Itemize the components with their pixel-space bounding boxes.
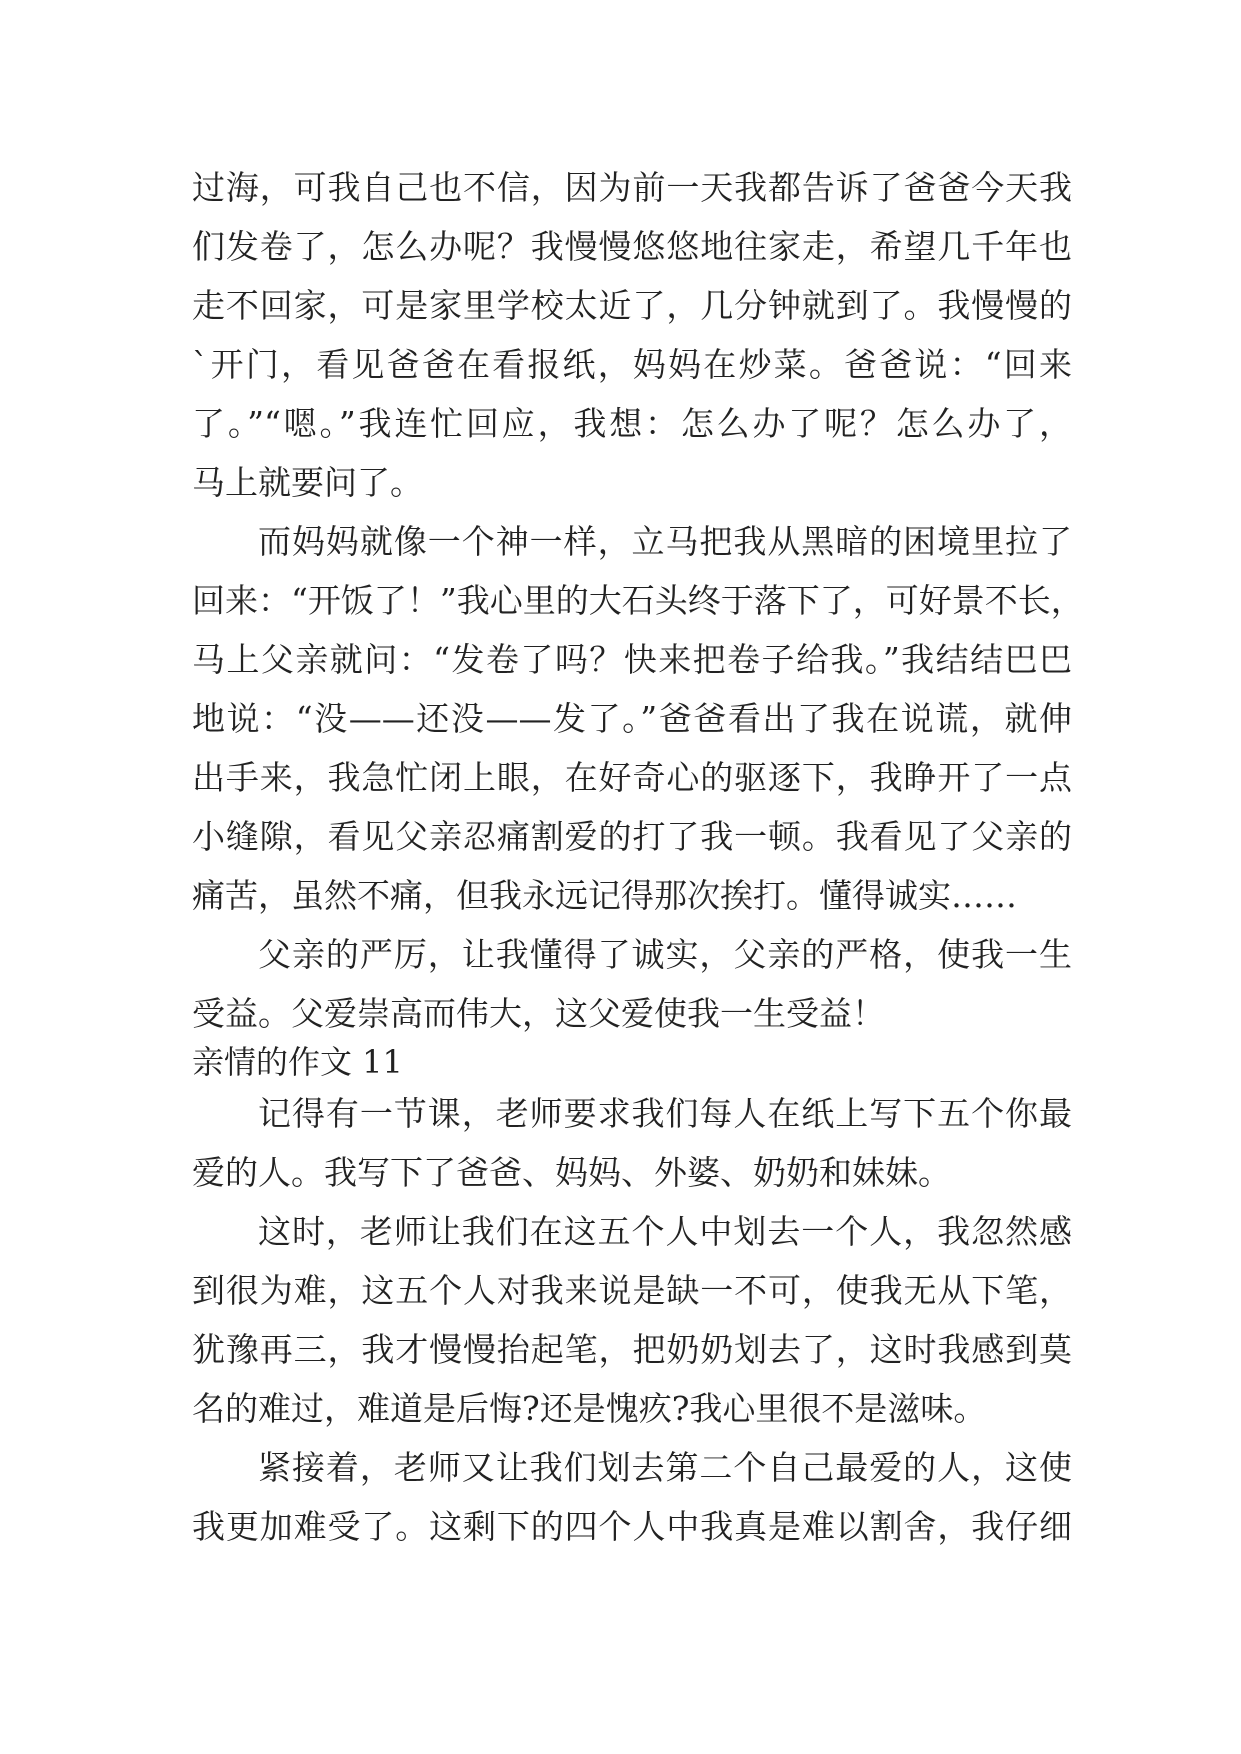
text-line: 地说：“没——还没——发了。”爸爸看出了我在说谎，就伸 <box>192 699 1072 738</box>
text-line: 过海，可我自己也不信，因为前一天我都告诉了爸爸今天我 <box>192 168 1072 207</box>
text-line: 我更加难受了。这剩下的四个人中我真是难以割舍，我仔细 <box>192 1507 1072 1546</box>
text-line: 马上就要问了。 <box>192 463 423 502</box>
text-line: 犹豫再三，我才慢慢抬起笔，把奶奶划去了，这时我感到莫 <box>192 1330 1072 1369</box>
text-line: 回来：“开饭了！”我心里的大石头终于落下了，可好景不长， <box>192 581 1084 620</box>
paragraph-first-line: 紧接着，老师又让我们划去第二个自己最爱的人，这使 <box>258 1448 1072 1487</box>
paragraph-first-line: 这时，老师让我们在这五个人中划去一个人，我忽然感 <box>258 1212 1072 1251</box>
text-line: 了。”“嗯。”我连忙回应，我想：怎么办了呢？怎么办了， <box>192 404 1072 443</box>
text-line: 爱的人。我写下了爸爸、妈妈、外婆、奶奶和妹妹。 <box>192 1153 951 1192</box>
text-line: 出手来，我急忙闭上眼，在好奇心的驱逐下，我睁开了一点 <box>192 758 1072 797</box>
paragraph-first-line: 父亲的严厉，让我懂得了诚实，父亲的严格，使我一生 <box>258 935 1072 974</box>
text-line: 受益。父爱崇高而伟大，这父爱使我一生受益！ <box>192 994 885 1033</box>
text-line: 名的难过，难道是后悔?还是愧疚?我心里很不是滋味。 <box>192 1389 987 1428</box>
text-line: 痛苦，虽然不痛，但我永远记得那次挨打。懂得诚实…… <box>192 876 1017 915</box>
section-heading: 亲情的作文 11 <box>192 1043 403 1081</box>
paragraph-first-line: 记得有一节课，老师要求我们每人在纸上写下五个你最 <box>258 1094 1072 1133</box>
text-line: 小缝隙，看见父亲忍痛割爱的打了我一顿。我看见了父亲的 <box>192 817 1072 856</box>
text-line: 马上父亲就问：“发卷了吗？快来把卷子给我。”我结结巴巴 <box>192 640 1072 679</box>
text-line: 走不回家，可是家里学校太近了，几分钟就到了。我慢慢的 <box>192 286 1072 325</box>
text-line: 到很为难，这五个人对我来说是缺一不可，使我无从下笔， <box>192 1271 1072 1310</box>
text-line: 们发卷了，怎么办呢？我慢慢悠悠地往家走，希望几千年也 <box>192 227 1072 266</box>
paragraph-first-line: 而妈妈就像一个神一样，立马把我从黑暗的困境里拉了 <box>258 522 1072 561</box>
text-line: `开门，看见爸爸在看报纸，妈妈在炒菜。爸爸说：“回来 <box>192 345 1072 384</box>
